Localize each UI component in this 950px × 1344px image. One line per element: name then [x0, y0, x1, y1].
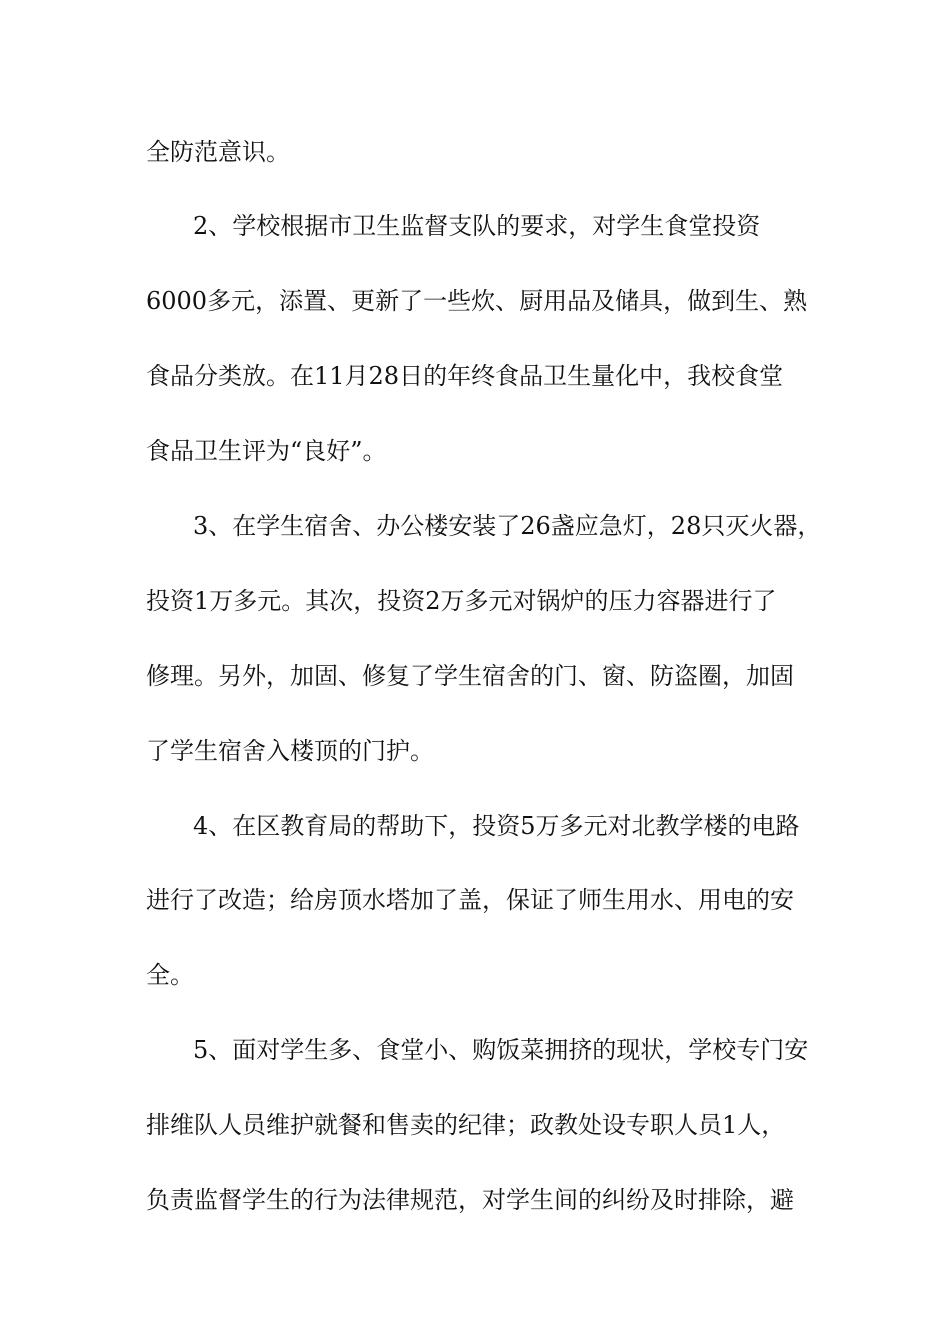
- text-line: 6000多元，添置、更新了一些炊、厨用品及储具，做到生、熟: [146, 287, 808, 315]
- text-line: 全。: [146, 961, 194, 989]
- text-line: 进行了改造；给房顶水塔加了盖，保证了师生用水、用电的安: [146, 886, 794, 914]
- text-line: 了学生宿舍入楼顶的门护。: [146, 737, 434, 765]
- text-line: 5、面对学生多、食堂小、购饭菜拥挤的现状，学校专门安: [193, 1036, 809, 1064]
- text-line: 2、学校根据市卫生监督支队的要求，对学生食堂投资: [193, 212, 761, 240]
- text-line: 食品卫生评为“良好”。: [146, 437, 387, 465]
- text-line: 修理。另外，加固、修复了学生宿舍的门、窗、防盗圈，加固: [146, 662, 794, 690]
- text-line: 投资1万多元。其次，投资2万多元对锅炉的压力容器进行了: [146, 587, 777, 615]
- text-line: 3、在学生宿舍、办公楼安装了26盏应急灯，28只灭火器，: [193, 512, 822, 540]
- text-line: 4、在区教育局的帮助下，投资5万多元对北教学楼的电路: [193, 812, 800, 840]
- text-line: 负责监督学生的行为法律规范，对学生间的纠纷及时排除，避: [146, 1186, 794, 1214]
- text-line: 排维队人员维护就餐和售卖的纪律；政教处设专职人员1人，: [146, 1111, 786, 1139]
- text-line: 食品分类放。在11月28日的年终食品卫生量化中，我校食堂: [146, 362, 784, 390]
- text-line: 全防范意识。: [146, 138, 290, 166]
